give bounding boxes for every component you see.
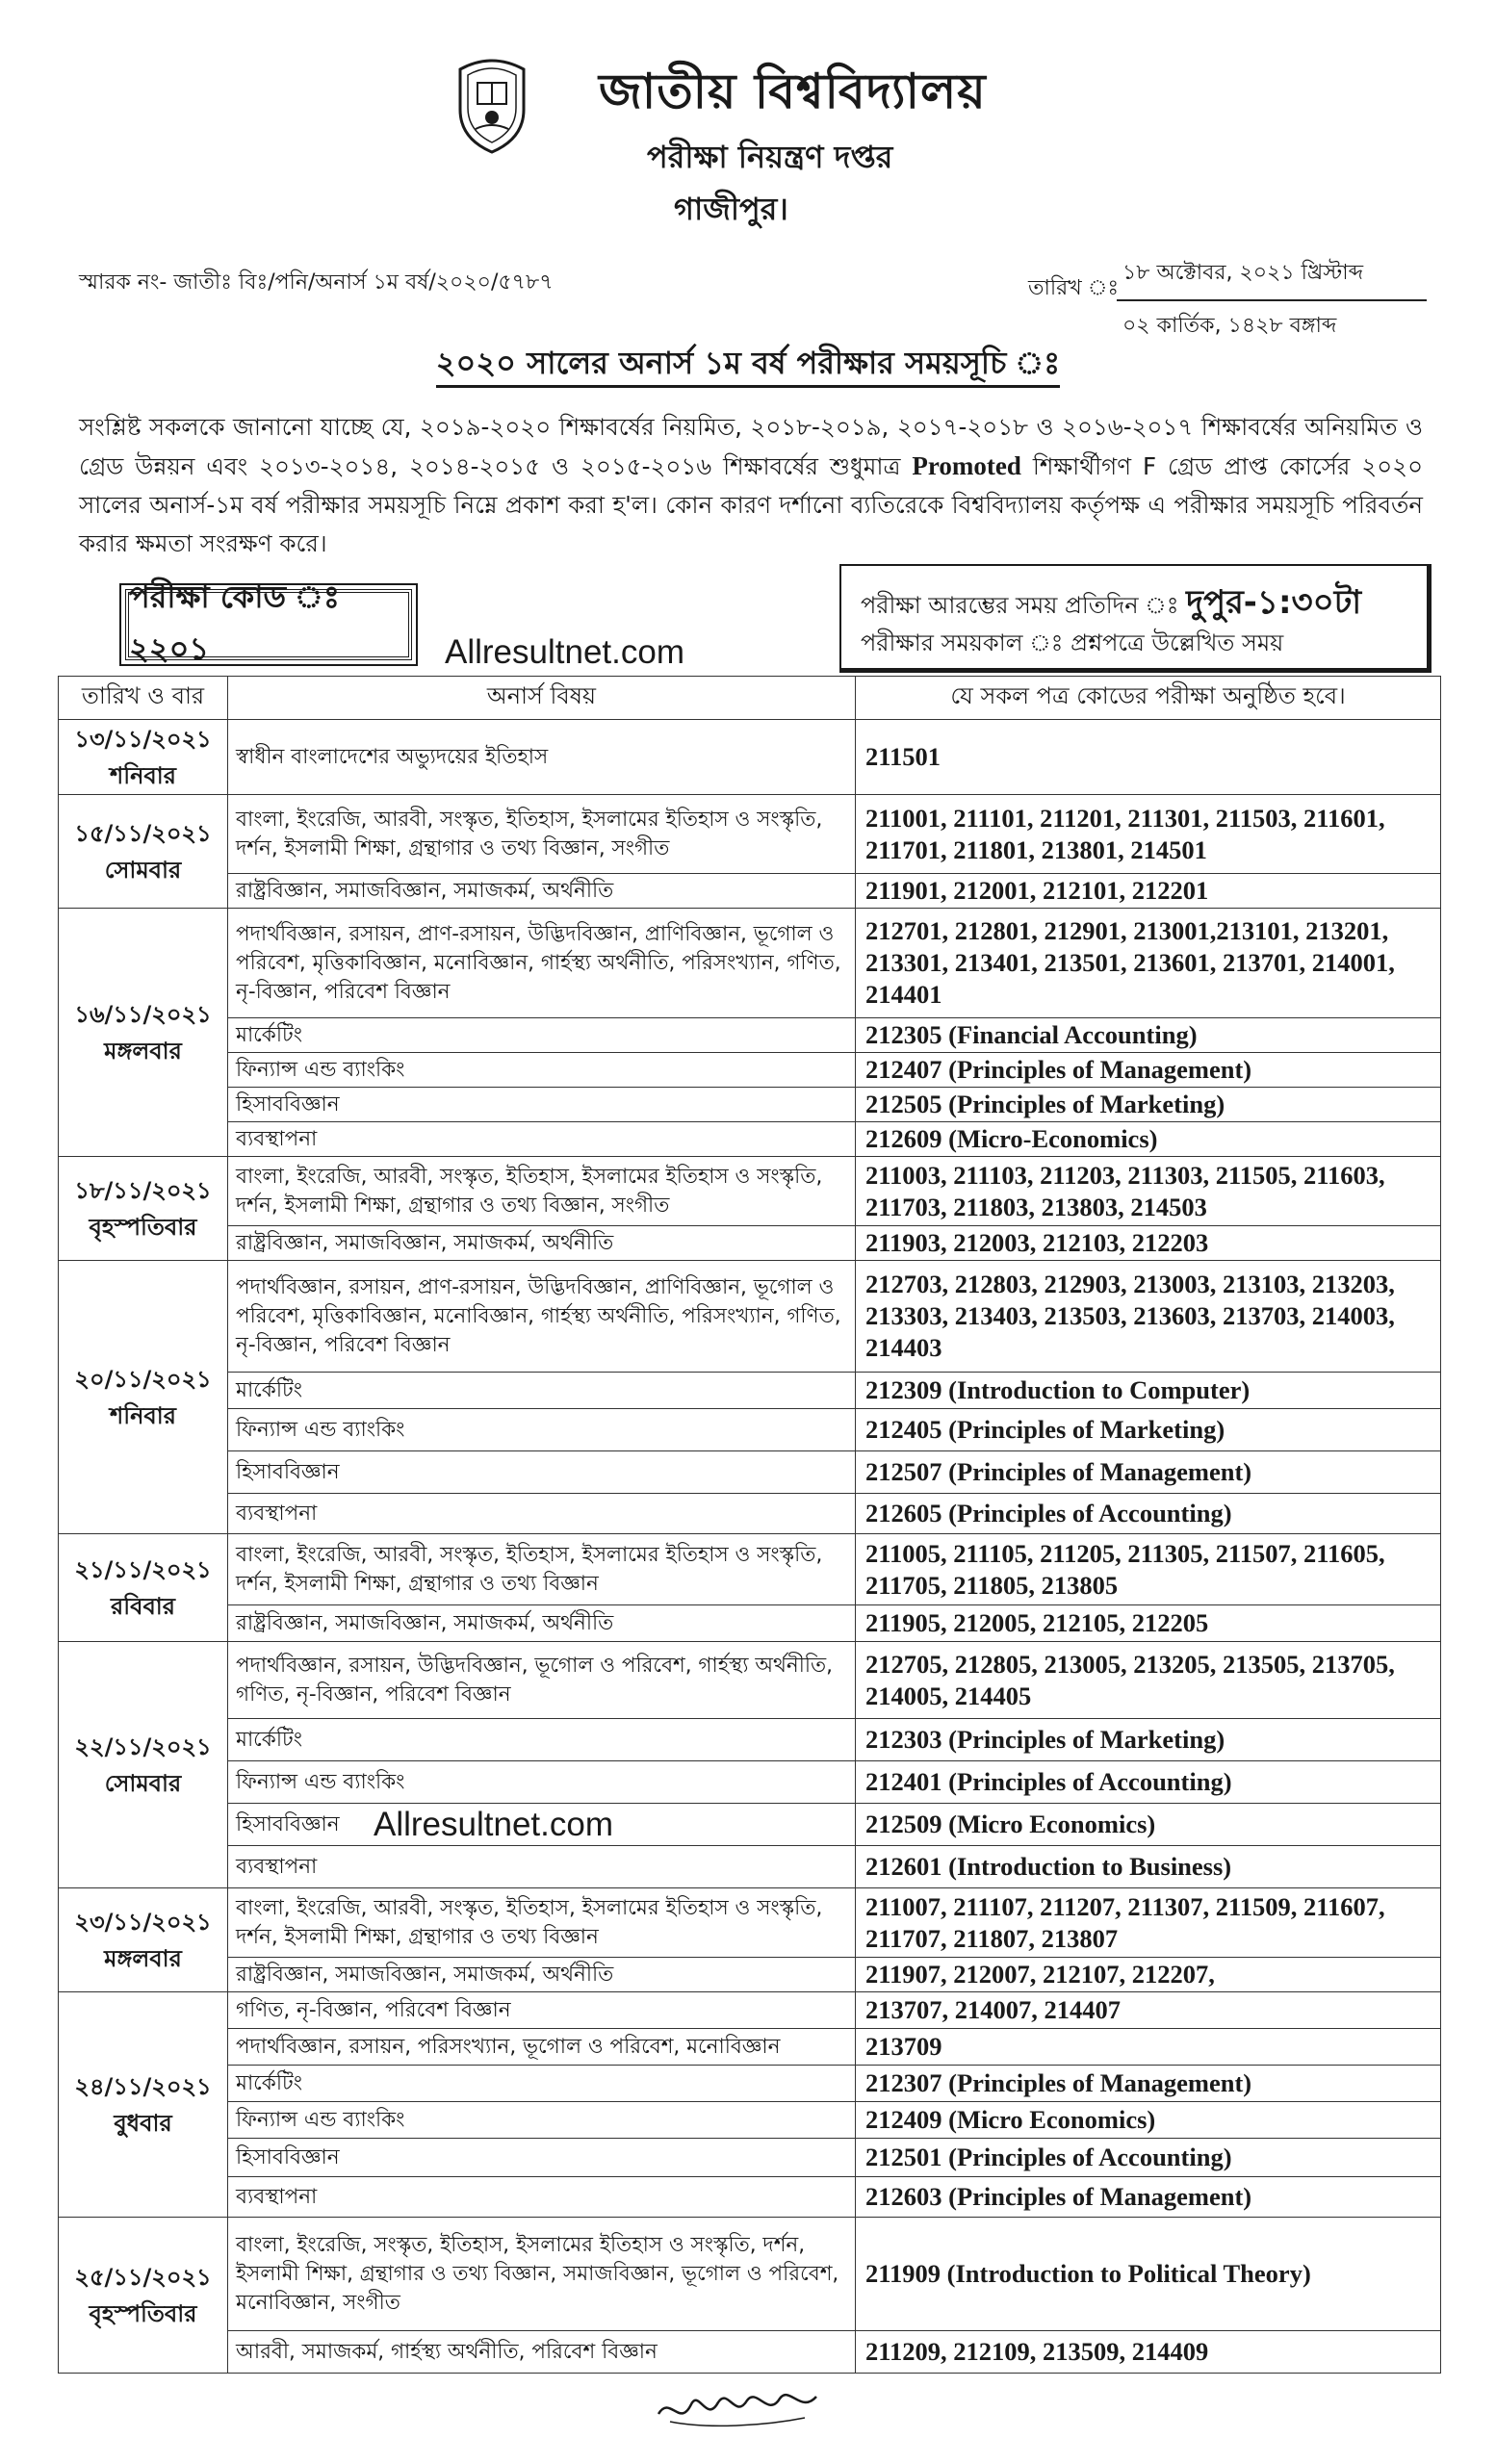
subjects-cell: রাষ্ট্রবিজ্ঞান, সমাজবিজ্ঞান, সমাজকর্ম, অর্থনীতি bbox=[228, 1958, 856, 1992]
table-row bbox=[59, 2218, 1441, 2331]
schedule-table bbox=[58, 676, 1441, 2374]
exam-weekday: শনিবার bbox=[110, 1401, 176, 1429]
paper-codes-cell: 211905, 212005, 212105, 212205 bbox=[856, 1605, 1441, 1642]
table-row bbox=[59, 1804, 1441, 1846]
table-row bbox=[59, 1053, 1441, 1088]
exam-weekday: রবিবার bbox=[111, 1592, 175, 1620]
exam-date: ১৫/১১/২০২১ bbox=[74, 819, 212, 847]
table-row bbox=[59, 1888, 1441, 1958]
header-codes: যে সকল পত্র কোডের পরীক্ষা অনুষ্ঠিত হবে। bbox=[856, 677, 1441, 720]
subjects-cell: মার্কেটিং bbox=[228, 1719, 856, 1761]
date-day-cell bbox=[59, 1261, 228, 1534]
exam-time-box bbox=[839, 564, 1432, 673]
exam-weekday: বৃহস্পতিবার bbox=[89, 2299, 197, 2327]
subjects-cell: রাষ্ট্রবিজ্ঞান, সমাজবিজ্ঞান, সমাজকর্ম, অর্থনীতি bbox=[228, 1226, 856, 1261]
exam-date: ১৩/১১/২০২১ bbox=[74, 725, 212, 753]
paper-codes-cell: 211907, 212007, 212107, 212207, bbox=[856, 1958, 1441, 1992]
table-row bbox=[59, 1494, 1441, 1534]
table-row bbox=[59, 2102, 1441, 2139]
exam-weekday: সোমবার bbox=[104, 856, 182, 884]
university-seal-logo bbox=[449, 50, 535, 156]
table-row bbox=[59, 874, 1441, 909]
table-row bbox=[59, 1761, 1441, 1804]
date-label: তারিখ ঃ bbox=[1028, 276, 1120, 300]
paper-codes-cell: 211909 (Introduction to Political Theory) bbox=[856, 2218, 1441, 2331]
paper-codes-cell: 212305 (Financial Accounting) bbox=[856, 1018, 1441, 1053]
date-day-cell bbox=[59, 909, 228, 1157]
paper-codes-cell: 212303 (Principles of Marketing) bbox=[856, 1719, 1441, 1761]
exam-weekday: বৃহস্পতিবার bbox=[89, 1213, 197, 1241]
exam-date: ২২/১১/২০২১ bbox=[74, 1732, 212, 1760]
exam-date: ২১/১১/২০২১ bbox=[74, 1555, 212, 1583]
subjects-cell: পদার্থবিজ্ঞান, রসায়ন, পরিসংখ্যান, ভূগোল ও পরিবেশ, মনোবিজ্ঞান bbox=[228, 2029, 856, 2066]
paper-codes-cell: 212703, 212803, 212903, 213003, 213103, 213203, 213303, 213403, 213503, 213603, 213703, 214003, 214403 bbox=[856, 1261, 1441, 1373]
exam-weekday: মঙ্গলবার bbox=[104, 1944, 182, 1972]
paper-codes-cell: 211003, 211103, 211203, 211303, 211505, 211603, 211703, 211803, 213803, 214503 bbox=[856, 1157, 1441, 1226]
paper-codes-cell: 212701, 212801, 212901, 213001,213101, 213201, 213301, 213401, 213501, 213601, 213701, 214001, 214401 bbox=[856, 909, 1441, 1018]
subjects-cell: পদার্থবিজ্ঞান, রসায়ন, প্রাণ-রসায়ন, উদ্ভিদবিজ্ঞান, প্রাণিবিজ্ঞান, ভূগোল ও পরিবেশ, মৃত্তিকাবিজ্ঞান, মনোবিজ্ঞান, গার্হস্থ্য অর্থনীতি, পরিসংখ্যান, গণিত, নৃ-বিজ্ঞান, পরিবেশ বিজ্ঞান bbox=[228, 909, 856, 1018]
table-row bbox=[59, 1226, 1441, 1261]
paper-codes-cell: 212405 (Principles of Marketing) bbox=[856, 1409, 1441, 1451]
date-day-cell bbox=[59, 1534, 228, 1642]
table-row bbox=[59, 1122, 1441, 1157]
university-name: জাতীয় বিশ্ববিদ্যালয় bbox=[599, 64, 987, 119]
memo-number: স্মারক নং- জাতীঃ বিঃ/পনি/অনার্স ১ম বর্ষ/২০২০/৫৭৮৭ bbox=[79, 270, 554, 295]
subjects-cell: মার্কেটিং bbox=[228, 1018, 856, 1053]
subjects-cell: ফিন্যান্স এন্ড ব্যাংকিং bbox=[228, 1761, 856, 1804]
date-block bbox=[1117, 254, 1427, 345]
signature bbox=[651, 2375, 824, 2433]
subjects-cell: বাংলা, ইংরেজি, আরবী, সংস্কৃত, ইতিহাস, ইসলামের ইতিহাস ও সংস্কৃতি, দর্শন, ইসলামী শিক্ষা, গ্রন্থাগার ও তথ্য বিজ্ঞান, সংগীত bbox=[228, 795, 856, 874]
paper-codes-cell: 212309 (Introduction to Computer) bbox=[856, 1373, 1441, 1409]
table-row bbox=[59, 1642, 1441, 1719]
table-row bbox=[59, 1088, 1441, 1122]
table-row bbox=[59, 1018, 1441, 1053]
paper-codes-cell: 212505 (Principles of Marketing) bbox=[856, 1088, 1441, 1122]
exam-code-box: পরীক্ষা কোড ঃ ২২০১ bbox=[125, 589, 412, 660]
start-time-row bbox=[861, 578, 1361, 632]
exam-date: ২৫/১১/২০২১ bbox=[74, 2263, 212, 2291]
table-row bbox=[59, 1451, 1441, 1494]
paper-codes-cell: 212601 (Introduction to Business) bbox=[856, 1846, 1441, 1888]
table-row bbox=[59, 1534, 1441, 1605]
table-row bbox=[59, 1409, 1441, 1451]
subjects-cell: বাংলা, ইংরেজি, আরবী, সংস্কৃত, ইতিহাস, ইসলামের ইতিহাস ও সংস্কৃতি, দর্শন, ইসলামী শিক্ষা, গ্রন্থাগার ও তথ্য বিজ্ঞান, সংগীত bbox=[228, 1157, 856, 1226]
table-row bbox=[59, 1846, 1441, 1888]
subjects-cell: ফিন্যান্স এন্ড ব্যাংকিং bbox=[228, 1053, 856, 1088]
notice-text-2: শিক্ষার্থীগণ F গ্রেড প্রাপ্ত কোর্সের ২০২০ সালের অনার্স-১ম বর্ষ পরীক্ষার সময়সূচি নিম্নে প্রকাশ করা হ'ল। কোন কারণ দর্শানো ব্যতিরেকে বিশ্ববিদ্যালয় কর্তৃপক্ষ এ পরীক্ষার সময়সূচি পরিবর্তন করার ক্ষমতা সংরক্ষণ করে। bbox=[79, 452, 1424, 557]
table-row bbox=[59, 2177, 1441, 2218]
date-day-cell bbox=[59, 2218, 228, 2374]
date-day-cell bbox=[59, 1888, 228, 1992]
subjects-cell: বাংলা, ইংরেজি, সংস্কৃত, ইতিহাস, ইসলামের ইতিহাস ও সংস্কৃতি, দর্শন, ইসলামী শিক্ষা, গ্রন্থাগার ও তথ্য বিজ্ঞান, সমাজবিজ্ঞান, ভূগোল ও পরিবেশ, মনোবিজ্ঞান, সংগীত bbox=[228, 2218, 856, 2331]
start-time-label: পরীক্ষা আরম্ভের সময় প্রতিদিন ঃ bbox=[861, 592, 1179, 619]
subjects-cell: ব্যবস্থাপনা bbox=[228, 1122, 856, 1157]
date-day-cell bbox=[59, 1642, 228, 1888]
subjects-cell: হিসাববিজ্ঞান bbox=[228, 1451, 856, 1494]
notice-title bbox=[0, 339, 1496, 391]
table-row bbox=[59, 909, 1441, 1018]
paper-codes-cell: 211501 bbox=[856, 720, 1441, 795]
table-row bbox=[59, 2331, 1441, 2374]
table-row bbox=[59, 1992, 1441, 2029]
notice-promoted: Promoted bbox=[912, 451, 1021, 480]
exam-weekday: মঙ্গলবার bbox=[104, 1037, 182, 1065]
exam-weekday: সোমবার bbox=[104, 1769, 182, 1797]
paper-codes-cell: 212501 (Principles of Accounting) bbox=[856, 2139, 1441, 2177]
paper-codes-cell: 211001, 211101, 211201, 211301, 211503, 211601, 211701, 211801, 213801, 214501 bbox=[856, 795, 1441, 874]
subjects-cell: বাংলা, ইংরেজি, আরবী, সংস্কৃত, ইতিহাস, ইসলামের ইতিহাস ও সংস্কৃতি, দর্শন, ইসলামী শিক্ষা, গ্রন্থাগার ও তথ্য বিজ্ঞান bbox=[228, 1534, 856, 1605]
subjects-cell: হিসাববিজ্ঞান bbox=[228, 1804, 856, 1846]
table-row bbox=[59, 720, 1441, 795]
paper-codes-cell: 212407 (Principles of Management) bbox=[856, 1053, 1441, 1088]
table-row bbox=[59, 1719, 1441, 1761]
date-day-cell bbox=[59, 1992, 228, 2218]
paper-codes-cell: 212705, 212805, 213005, 213205, 213505, 213705, 214005, 214405 bbox=[856, 1642, 1441, 1719]
subjects-cell: আরবী, সমাজকর্ম, গার্হস্থ্য অর্থনীতি, পরিবেশ বিজ্ঞান bbox=[228, 2331, 856, 2374]
paper-codes-cell: 212605 (Principles of Accounting) bbox=[856, 1494, 1441, 1534]
subjects-cell: ফিন্যান্স এন্ড ব্যাংকিং bbox=[228, 2102, 856, 2139]
subjects-cell: ব্যবস্থাপনা bbox=[228, 1494, 856, 1534]
subjects-cell: ব্যবস্থাপনা bbox=[228, 2177, 856, 2218]
exam-weekday: শনিবার bbox=[110, 761, 176, 789]
paper-codes-cell: 211209, 212109, 213509, 214409 bbox=[856, 2331, 1441, 2374]
duration-label: পরীক্ষার সময়কাল ঃ bbox=[861, 629, 1064, 656]
subjects-cell: স্বাধীন বাংলাদেশের অভ্যুদয়ের ইতিহাস bbox=[228, 720, 856, 795]
subjects-cell: মার্কেটিং bbox=[228, 2066, 856, 2102]
header-subject: অনার্স বিষয় bbox=[228, 677, 856, 720]
date-day-cell bbox=[59, 795, 228, 909]
paper-codes-cell: 212409 (Micro Economics) bbox=[856, 2102, 1441, 2139]
table-row bbox=[59, 1157, 1441, 1226]
date-gregorian: ১৮ অক্টোবর, ২০২১ খ্রিস্টাব্দ bbox=[1117, 254, 1427, 301]
header-date: তারিখ ও বার bbox=[59, 677, 228, 720]
subjects-cell: বাংলা, ইংরেজি, আরবী, সংস্কৃত, ইতিহাস, ইসলামের ইতিহাস ও সংস্কৃতি, দর্শন, ইসলামী শিক্ষা, গ্রন্থাগার ও তথ্য বিজ্ঞান bbox=[228, 1888, 856, 1958]
exam-date: ২৩/১১/২০২১ bbox=[74, 1908, 212, 1936]
paper-codes-cell: 212401 (Principles of Accounting) bbox=[856, 1761, 1441, 1804]
exam-weekday: বুধবার bbox=[114, 2109, 172, 2137]
date-day-cell bbox=[59, 1157, 228, 1261]
subjects-cell: মার্কেটিং bbox=[228, 1373, 856, 1409]
paper-codes-cell: 211901, 212001, 212101, 212201 bbox=[856, 874, 1441, 909]
office-city: গাজীপুর। bbox=[674, 191, 788, 227]
paper-codes-cell: 213707, 214007, 214407 bbox=[856, 1992, 1441, 2029]
paper-codes-cell: 212507 (Principles of Management) bbox=[856, 1451, 1441, 1494]
subjects-cell: গণিত, নৃ-বিজ্ঞান, পরিবেশ বিজ্ঞান bbox=[228, 1992, 856, 2029]
duration-value: প্রশ্নপত্রে উল্লেখিত সময় bbox=[1070, 629, 1284, 656]
watermark-text: Allresultnet.com bbox=[374, 1806, 613, 1843]
subjects-cell: পদার্থবিজ্ঞান, রসায়ন, উদ্ভিদবিজ্ঞান, ভূগোল ও পরিবেশ, গার্হস্থ্য অর্থনীতি, গণিত, নৃ-বিজ্ঞান, পরিবেশ বিজ্ঞান bbox=[228, 1642, 856, 1719]
subjects-cell: ব্যবস্থাপনা bbox=[228, 1846, 856, 1888]
table-row bbox=[59, 2029, 1441, 2066]
subjects-cell: হিসাববিজ্ঞান bbox=[228, 1088, 856, 1122]
exam-date: ২৪/১১/২০২১ bbox=[74, 2072, 212, 2100]
table-row bbox=[59, 1261, 1441, 1373]
paper-codes-cell: 212509 (Micro Economics) bbox=[856, 1804, 1441, 1846]
start-time-value: দুপুর-১:৩০টা bbox=[1186, 583, 1362, 622]
date-day-cell bbox=[59, 720, 228, 795]
table-row bbox=[59, 1373, 1441, 1409]
table-row bbox=[59, 2066, 1441, 2102]
paper-codes-cell: 211007, 211107, 211207, 211307, 211509, 211607, 211707, 211807, 213807 bbox=[856, 1888, 1441, 1958]
table-row bbox=[59, 1958, 1441, 1992]
schedule-table-body bbox=[59, 720, 1441, 2374]
table-header-row bbox=[59, 677, 1441, 720]
subjects-cell: রাষ্ট্রবিজ্ঞান, সমাজবিজ্ঞান, সমাজকর্ম, অর্থনীতি bbox=[228, 874, 856, 909]
subjects-cell: পদার্থবিজ্ঞান, রসায়ন, প্রাণ-রসায়ন, উদ্ভিদবিজ্ঞান, প্রাণিবিজ্ঞান, ভূগোল ও পরিবেশ, মৃত্তিকাবিজ্ঞান, মনোবিজ্ঞান, গার্হস্থ্য অর্থনীতি, পরিসংখ্যান, গণিত, নৃ-বিজ্ঞান, পরিবেশ বিজ্ঞান bbox=[228, 1261, 856, 1373]
table-row bbox=[59, 1605, 1441, 1642]
paper-codes-cell: 211903, 212003, 212103, 212203 bbox=[856, 1226, 1441, 1261]
exam-date: ১৬/১১/২০২১ bbox=[74, 1000, 212, 1028]
notice-title-text: ২০২০ সালের অনার্স ১ম বর্ষ পরীক্ষার সময়সূচি ঃ bbox=[436, 345, 1061, 388]
subjects-cell: হিসাববিজ্ঞান bbox=[228, 2139, 856, 2177]
exam-date: ২০/১১/২০২১ bbox=[74, 1365, 212, 1393]
paper-codes-cell: 212307 (Principles of Management) bbox=[856, 2066, 1441, 2102]
notice-text-1: সংশ্লিষ্ট সকলকে জানানো যাচ্ছে যে, ২০১৯-২০২০ শিক্ষাবর্ষের নিয়মিত, ২০১৮-২০১৯, ২০১৭-২০১৮ ও ২০১৬-২০১৭ শিক্ষাবর্ষের অনিয়মিত ও গ্রেড উন্নয়ন এবং ২০১৩-২০১৪, ২০১৪-২০১৫ ও ২০১৫-২০১৬ শিক্ষাবর্ষের শুধুমাত্র bbox=[79, 413, 1423, 480]
table-row bbox=[59, 2139, 1441, 2177]
notice-body bbox=[79, 408, 1423, 563]
date-bengali: ০২ কার্তিক, ১৪২৮ বঙ্গাব্দ bbox=[1122, 314, 1337, 338]
watermark-text: Allresultnet.com bbox=[445, 633, 684, 671]
subjects-cell: ফিন্যান্স এন্ড ব্যাংকিং bbox=[228, 1409, 856, 1451]
office-name: পরীক্ষা নিয়ন্ত্রণ দপ্তর bbox=[647, 139, 893, 175]
paper-codes-cell: 211005, 211105, 211205, 211305, 211507, 211605, 211705, 211805, 213805 bbox=[856, 1534, 1441, 1605]
paper-codes-cell: 213709 bbox=[856, 2029, 1441, 2066]
subjects-cell: রাষ্ট্রবিজ্ঞান, সমাজবিজ্ঞান, সমাজকর্ম, অর্থনীতি bbox=[228, 1605, 856, 1642]
exam-date: ১৮/১১/২০২১ bbox=[74, 1176, 212, 1204]
paper-codes-cell: 212609 (Micro-Economics) bbox=[856, 1122, 1441, 1157]
duration-row bbox=[861, 626, 1283, 664]
paper-codes-cell: 212603 (Principles of Management) bbox=[856, 2177, 1441, 2218]
table-row bbox=[59, 795, 1441, 874]
